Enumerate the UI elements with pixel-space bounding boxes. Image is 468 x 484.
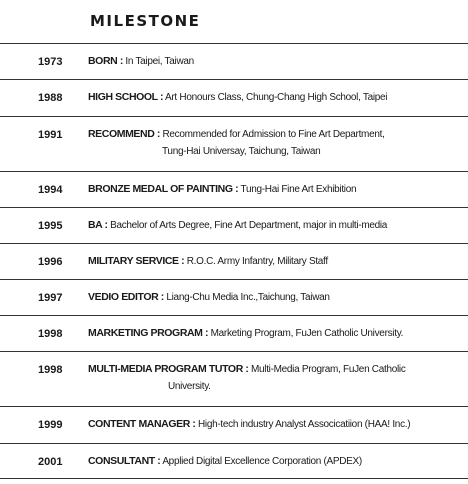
milestone-list	[0, 43, 468, 479]
milestone-row	[0, 79, 468, 116]
milestone-detail: Marketing Program, FuJen Catholic University.	[208, 328, 404, 339]
milestone-description	[88, 126, 460, 160]
milestone-description	[88, 181, 460, 198]
milestone-label: MULTI-MEDIA PROGRAM TUTOR :	[88, 363, 249, 375]
milestone-label: MARKETING PROGRAM :	[88, 327, 209, 339]
milestone-label: CONSULTANT :	[88, 455, 161, 467]
milestone-row	[0, 351, 468, 406]
milestone-detail: R.O.C. Army Infantry, Military Staff	[184, 256, 328, 267]
milestone-year: 1998	[38, 328, 63, 340]
milestone-description	[88, 253, 460, 270]
milestone-label: CONTENT MANAGER :	[88, 418, 196, 430]
milestone-description	[88, 53, 460, 70]
milestone-year: 1998	[38, 364, 63, 376]
milestone-row	[0, 406, 468, 443]
milestone-detail: Applied Digital Excellence Corporation (APDEX)	[160, 456, 362, 467]
milestone-description	[88, 453, 460, 470]
milestone-label: MILITARY SERVICE :	[88, 255, 185, 267]
milestone-label: VEDIO EDITOR :	[88, 291, 164, 303]
milestone-description	[88, 217, 460, 234]
milestone-year: 1973	[38, 56, 63, 68]
milestone-description	[88, 325, 460, 342]
milestone-row	[0, 279, 468, 315]
milestone-label: HIGH SCHOOL :	[88, 91, 164, 103]
milestone-label: BA :	[88, 219, 108, 231]
milestone-year: 1988	[38, 92, 63, 104]
milestone-description	[88, 361, 460, 395]
milestone-label: BRONZE MEDAL OF PAINTING :	[88, 183, 239, 195]
milestone-detail: Bachelor of Arts Degree, Fine Art Department, major in multi-media	[107, 220, 388, 231]
milestone-year: 1994	[38, 184, 63, 196]
milestone-detail-continued: University.	[168, 381, 211, 392]
milestone-detail: Art Honours Class, Chung-Chang High School, Taipei	[163, 92, 388, 103]
milestone-row	[0, 171, 468, 207]
milestone-description	[88, 89, 460, 106]
milestone-year: 1995	[38, 220, 63, 232]
milestone-year: 1991	[38, 129, 63, 141]
milestone-year: 2001	[38, 456, 63, 468]
milestone-label: RECOMMEND :	[88, 128, 161, 140]
milestone-year: 1999	[38, 419, 63, 431]
milestone-year: 1997	[38, 292, 63, 304]
milestone-detail: In Taipei, Taiwan	[122, 56, 194, 67]
milestone-detail: High-tech industry Analyst Associcatiion (HAA! Inc.)	[195, 419, 411, 430]
milestone-row	[0, 315, 468, 351]
milestone-detail-continued: Tung-Hai Universay, Taichung, Taiwan	[162, 146, 321, 157]
milestone-label: BORN :	[88, 55, 123, 67]
milestone-row	[0, 243, 468, 279]
milestone-detail: Tung-Hai Fine Art Exhibition	[238, 184, 357, 195]
milestone-year: 1996	[38, 256, 63, 268]
milestone-row	[0, 116, 468, 171]
milestone-detail: Liang-Chu Media Inc.,Taichung, Taiwan	[163, 292, 330, 303]
milestone-row	[0, 443, 468, 479]
milestone-detail: Multi-Media Program, FuJen Catholic	[248, 364, 406, 375]
milestone-row	[0, 207, 468, 243]
milestone-row	[0, 43, 468, 79]
milestone-description	[88, 289, 460, 306]
milestone-description	[88, 416, 460, 433]
milestone-detail: Recommended for Admission to Fine Art Department,	[160, 129, 385, 140]
page-title: MILESTONE	[90, 12, 201, 30]
